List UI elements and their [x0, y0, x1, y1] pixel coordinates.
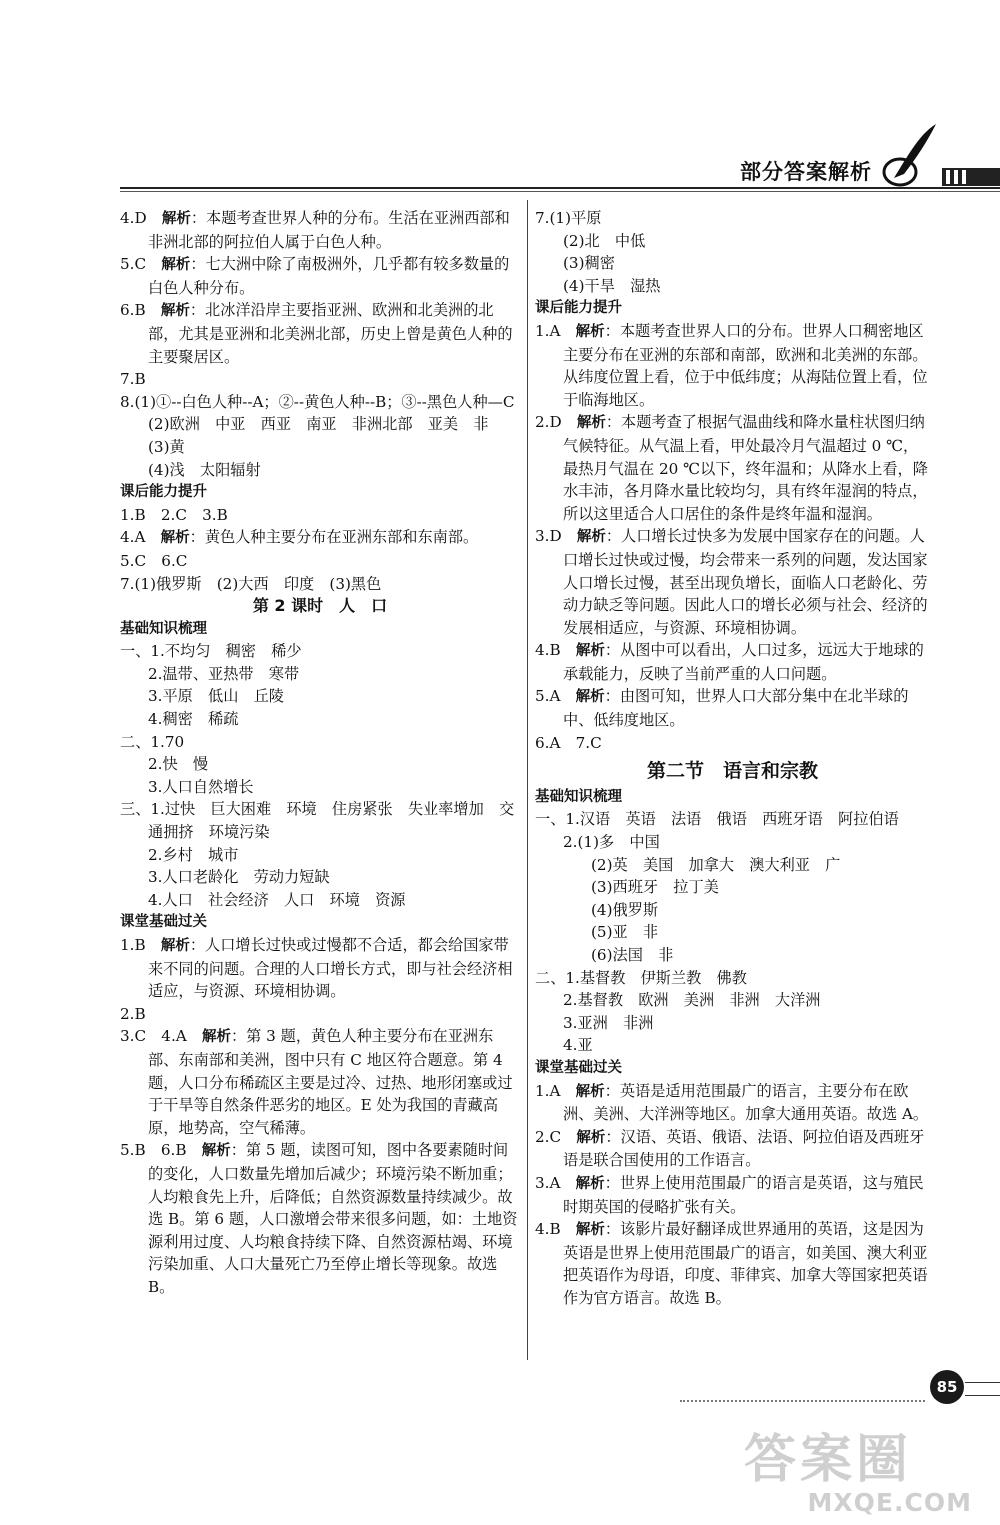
answer-item: 6.A 7.C: [535, 733, 602, 752]
answer-item: 8.(1)①--白色人种--A；②--黄色人种--B；③--黑色人种—C: [120, 392, 515, 411]
header-tab-bars: [942, 168, 1000, 186]
answer-item: 4.A 解析：黄色人种主要分布在亚洲东部和东南部。: [120, 528, 479, 547]
column-divider: [527, 200, 528, 1360]
section-heading: 课后能力提升: [535, 300, 622, 317]
section-heading: 课堂基础过关: [120, 914, 207, 931]
answer-item: 3.D 解析：人口增长过快多为发展中国家存在的问题。人口增长过快或过慢，均会带来一系列的问题，发达国家人口增长过慢，甚至出现负增长，面临人口老龄化、劳动力缺乏等问题。因此人口的增长必须与社会、经济的发展相适应，与资源、环境相协调。: [535, 527, 928, 637]
answer-item: 1.A 解析：英语是适用范围最广的语言，主要分布在欧洲、美洲、大洋洲等地区。加拿大通用英语。故选 A。: [535, 1081, 929, 1124]
answer-sub-item: 2.(1)多 中国: [563, 833, 660, 852]
answer-sub-item: 4.稠密 稀疏: [148, 710, 239, 729]
answer-item: 一、1.不均匀 稠密 稀少: [120, 642, 302, 661]
answer-item: 一、1.汉语 英语 法语 俄语 西班牙语 阿拉伯语: [535, 810, 899, 829]
answer-item: 5.A 解析：由图可知，世界人口大部分集中在北半球的中、低纬度地区。: [535, 687, 909, 730]
answer-sub-item: 2.基督教 欧洲 美洲 非洲 大洋洲: [563, 991, 821, 1010]
footer-lines: [965, 1382, 1000, 1396]
chapter-title: 第二节 语言和宗教: [646, 760, 818, 783]
header-title: 部分答案解析: [740, 160, 872, 184]
page-footer: [0, 1370, 1000, 1410]
answer-sub-item: (4)浅 太阳辐射: [148, 460, 261, 479]
answer-item: 5.C 解析：七大洲中除了南极洲外，几乎都有较多数量的白色人种分布。: [120, 255, 510, 297]
footer-dotted-rule: [680, 1400, 925, 1402]
watermark-bottom: MXQE.COM: [807, 1488, 972, 1517]
answer-sub-item: 4.人口 社会经济 人口 环境 资源: [148, 890, 406, 909]
answer-sub-item: (2)北 中低: [563, 231, 646, 250]
answer-item: 1.B 解析：人口增长过快或过慢都不合适，都会给国家带来不同的问题。合理的人口增长方式，即与社会经济相适应，与资源、环境相协调。: [120, 936, 513, 1001]
watermark-top: 答案圈: [744, 1430, 913, 1490]
section-heading: 基础知识梳理: [535, 788, 622, 805]
answer-item: 2.C 解析：汉语、英语、俄语、法语、阿拉伯语及西班牙语是联合国使用的工作语言。: [535, 1127, 925, 1170]
answer-item: 6.B 解析：北冰洋沿岸主要指亚洲、欧洲和北美洲的北部，尤其是亚洲和北美洲北部，历史上曾是黄色人种的主要聚居区。: [120, 301, 513, 366]
page-number: 85: [930, 1370, 964, 1404]
header-rule: [120, 187, 1000, 189]
answer-sub-item: (6)法国 非: [591, 946, 674, 964]
lesson-title: 第 2 课时 人 口: [252, 596, 388, 616]
answer-sub-item: (3)稠密: [563, 254, 615, 273]
answer-item: 2.B: [120, 1004, 146, 1023]
answer-sub-item: (4)俄罗斯: [591, 900, 659, 919]
left-column: [120, 207, 520, 1299]
answer-sub-item: 3.人口老龄化 劳动力短缺: [148, 868, 330, 887]
section-heading: 基础知识梳理: [120, 620, 207, 637]
page-header: [120, 150, 1000, 190]
answer-sub-item: 3.平原 低山 丘陵: [148, 687, 284, 706]
answer-item: 1.B 2.C 3.B: [120, 505, 228, 524]
answer-item: 7.(1)平原: [535, 209, 602, 227]
answer-sub-item: 2.温带、亚热带 寒带: [148, 664, 300, 683]
answer-sub-item: 2.快 慢: [148, 755, 209, 774]
right-column: [535, 207, 930, 1310]
answer-item: 4.B 解析：从图中可以看出，人口过多，远远大于地球的承载能力，反映了当前严重的人口问题。: [535, 641, 924, 683]
answer-sub-item: (2)英 美国 加拿大 澳大利亚 广: [591, 855, 841, 874]
quill-icon: [880, 122, 940, 192]
answer-sub-item: 4.亚: [563, 1036, 593, 1055]
answer-item: 三、1.过快 巨大困难 环境 住房紧张 失业率增加 交通拥挤 环境污染: [120, 800, 515, 842]
answer-sub-item: (5)亚 非: [591, 923, 659, 942]
answer-sub-item: 2.乡村 城市: [148, 845, 239, 864]
header-rule-thin: [120, 191, 1000, 192]
answer-item: 3.A 解析：世界上使用范围最广的语言是英语，这与殖民时期英国的侵略扩张有关。: [535, 1173, 924, 1216]
answer-item: 3.C 4.A 解析：第 3 题，黄色人种主要分布在亚洲东部、东南部和美洲，图中只有 C 地区符合题意。第 4 题，人口分布稀疏区主要是过冷、过热、地形闭塞或过于干旱等自然条件恶劣的地区。E 处为我国的青藏高原，地势高，空气稀薄。: [120, 1027, 513, 1137]
answer-item: 7.(1)俄罗斯 (2)大西 印度 (3)黑色: [120, 574, 382, 593]
answer-sub-item: 3.亚洲 非洲: [563, 1013, 654, 1032]
answer-item: 1.A 解析：本题考查世界人口的分布。世界人口稠密地区主要分布在亚洲的东部和南部，欧洲和北美洲的东部。从纬度位置上看，位于中低纬度；从海陆位置上看，位于临海地区。: [535, 321, 928, 409]
answer-sub-item: (2)欧洲 中亚 西亚 南亚 非洲北部 亚美 非: [148, 415, 489, 434]
watermark-logo: [744, 1432, 972, 1520]
answer-item: 5.B 6.B 解析：第 5 题，读图可知，图中各要素随时间的变化，人口数量先增加后减少；环境污染不断加重；人均粮食先上升，后降低；自然资源数量持续减少。故选 B。第 6 题，人口激增会带来很多问题，如：土地资源利用过度、人均粮食持续下降、自然资源枯竭、环境污染加重、人口大量死亡乃至停止增长等现象。故选 B。: [120, 1141, 518, 1296]
answer-sub-item: (3)西班牙 拉丁美: [591, 878, 719, 897]
answer-sub-item: (4)干旱 湿热: [563, 276, 661, 295]
answer-item: 5.C 6.C: [120, 551, 188, 570]
answer-sub-item: 3.人口自然增长: [148, 777, 254, 796]
answer-item: 7.B: [120, 370, 146, 389]
section-heading: 课后能力提升: [120, 484, 207, 501]
answer-sub-item: (3)黄: [148, 437, 185, 456]
answer-item: 4.B 解析：该影片最好翻译成世界通用的英语，这是因为英语是世界上使用范围最广的语言，如美国、澳大利亚把英语作为母语，印度、菲律宾、加拿大等国家把英语作为官方语言。故选 B。: [535, 1220, 928, 1307]
answer-item: 4.D 解析：本题考查世界人种的分布。生活在亚洲西部和非洲北部的阿拉伯人属于白色人种。: [120, 209, 510, 251]
answer-item: 2.D 解析：本题考查了根据气温曲线和降水量柱状图归纳气候特征。从气温上看，甲处最冷月气温超过 0 ℃，最热月气温在 20 ℃以下，终年温和；从降水上看，降水丰沛，各月降水量比较均匀，具有终年湿润的特点，所以这里适合人口居住的条件是终年温和湿润。: [535, 413, 928, 523]
answer-item: 二、1.基督教 伊斯兰教 佛教: [535, 968, 747, 987]
answer-item: 二、1.70: [120, 732, 185, 751]
section-heading: 课堂基础过关: [535, 1059, 622, 1076]
